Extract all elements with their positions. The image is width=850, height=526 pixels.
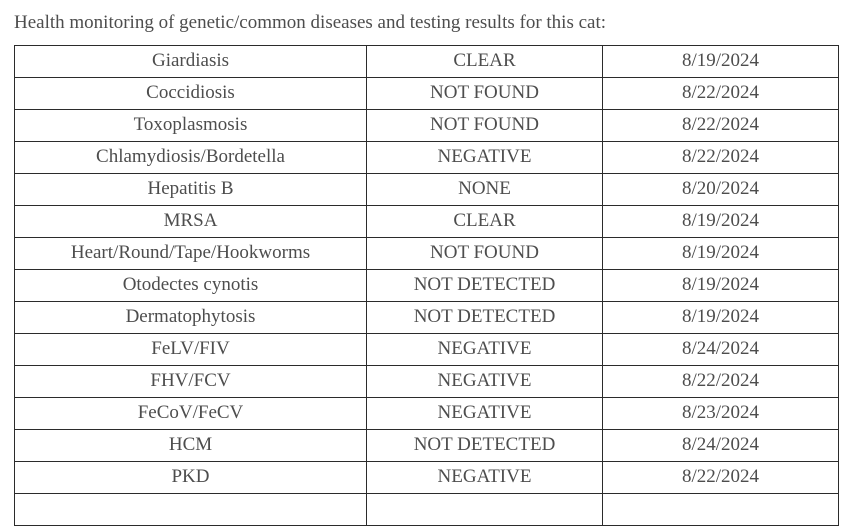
disease-cell: Heart/Round/Tape/Hookworms xyxy=(15,237,367,269)
disease-cell: MRSA xyxy=(15,205,367,237)
date-cell: 8/24/2024 xyxy=(603,333,839,365)
disease-cell: Dermatophytosis xyxy=(15,301,367,333)
disease-cell: FHV/FCV xyxy=(15,365,367,397)
disease-cell: Coccidiosis xyxy=(15,77,367,109)
table-row xyxy=(15,141,839,173)
result-cell: NOT FOUND xyxy=(367,77,603,109)
table-row xyxy=(15,77,839,109)
date-cell: 8/22/2024 xyxy=(603,365,839,397)
date-cell: 8/22/2024 xyxy=(603,77,839,109)
disease-cell: Toxoplasmosis xyxy=(15,109,367,141)
health-table-container xyxy=(0,37,850,526)
table-row xyxy=(15,333,839,365)
result-cell: NOT DETECTED xyxy=(367,301,603,333)
table-row xyxy=(15,429,839,461)
intro-text: Health monitoring of genetic/common diseases and testing results for this cat: xyxy=(14,12,607,33)
disease-cell xyxy=(15,493,367,525)
date-cell: 8/23/2024 xyxy=(603,397,839,429)
date-cell: 8/19/2024 xyxy=(603,301,839,333)
table-row xyxy=(15,461,839,493)
disease-cell: FeLV/FIV xyxy=(15,333,367,365)
table-row xyxy=(15,301,839,333)
date-cell xyxy=(603,493,839,525)
result-cell: NEGATIVE xyxy=(367,365,603,397)
result-cell: NEGATIVE xyxy=(367,461,603,493)
result-cell: NONE xyxy=(367,173,603,205)
date-cell: 8/19/2024 xyxy=(603,45,839,77)
table-row xyxy=(15,205,839,237)
table-row xyxy=(15,45,839,77)
date-cell: 8/19/2024 xyxy=(603,269,839,301)
disease-cell: Giardiasis xyxy=(15,45,367,77)
table-row xyxy=(15,269,839,301)
result-cell: NEGATIVE xyxy=(367,333,603,365)
disease-cell: Chlamydiosis/Bordetella xyxy=(15,141,367,173)
date-cell: 8/19/2024 xyxy=(603,237,839,269)
result-cell: CLEAR xyxy=(367,205,603,237)
disease-cell: Otodectes cynotis xyxy=(15,269,367,301)
table-row xyxy=(15,237,839,269)
table-row xyxy=(15,397,839,429)
result-cell: NEGATIVE xyxy=(367,141,603,173)
date-cell: 8/22/2024 xyxy=(603,461,839,493)
health-table-body xyxy=(15,45,839,525)
disease-cell: PKD xyxy=(15,461,367,493)
result-cell: CLEAR xyxy=(367,45,603,77)
table-row xyxy=(15,365,839,397)
table-row xyxy=(15,109,839,141)
disease-cell: HCM xyxy=(15,429,367,461)
result-cell: NOT FOUND xyxy=(367,237,603,269)
result-cell: NEGATIVE xyxy=(367,397,603,429)
table-row xyxy=(15,173,839,205)
result-cell: NOT DETECTED xyxy=(367,429,603,461)
table-row xyxy=(15,493,839,525)
result-cell: NOT DETECTED xyxy=(367,269,603,301)
health-results-table xyxy=(14,45,839,526)
disease-cell: FeCoV/FeCV xyxy=(15,397,367,429)
date-cell: 8/24/2024 xyxy=(603,429,839,461)
date-cell: 8/22/2024 xyxy=(603,141,839,173)
date-cell: 8/20/2024 xyxy=(603,173,839,205)
date-cell: 8/19/2024 xyxy=(603,205,839,237)
result-cell xyxy=(367,493,603,525)
disease-cell: Hepatitis B xyxy=(15,173,367,205)
date-cell: 8/22/2024 xyxy=(603,109,839,141)
result-cell: NOT FOUND xyxy=(367,109,603,141)
